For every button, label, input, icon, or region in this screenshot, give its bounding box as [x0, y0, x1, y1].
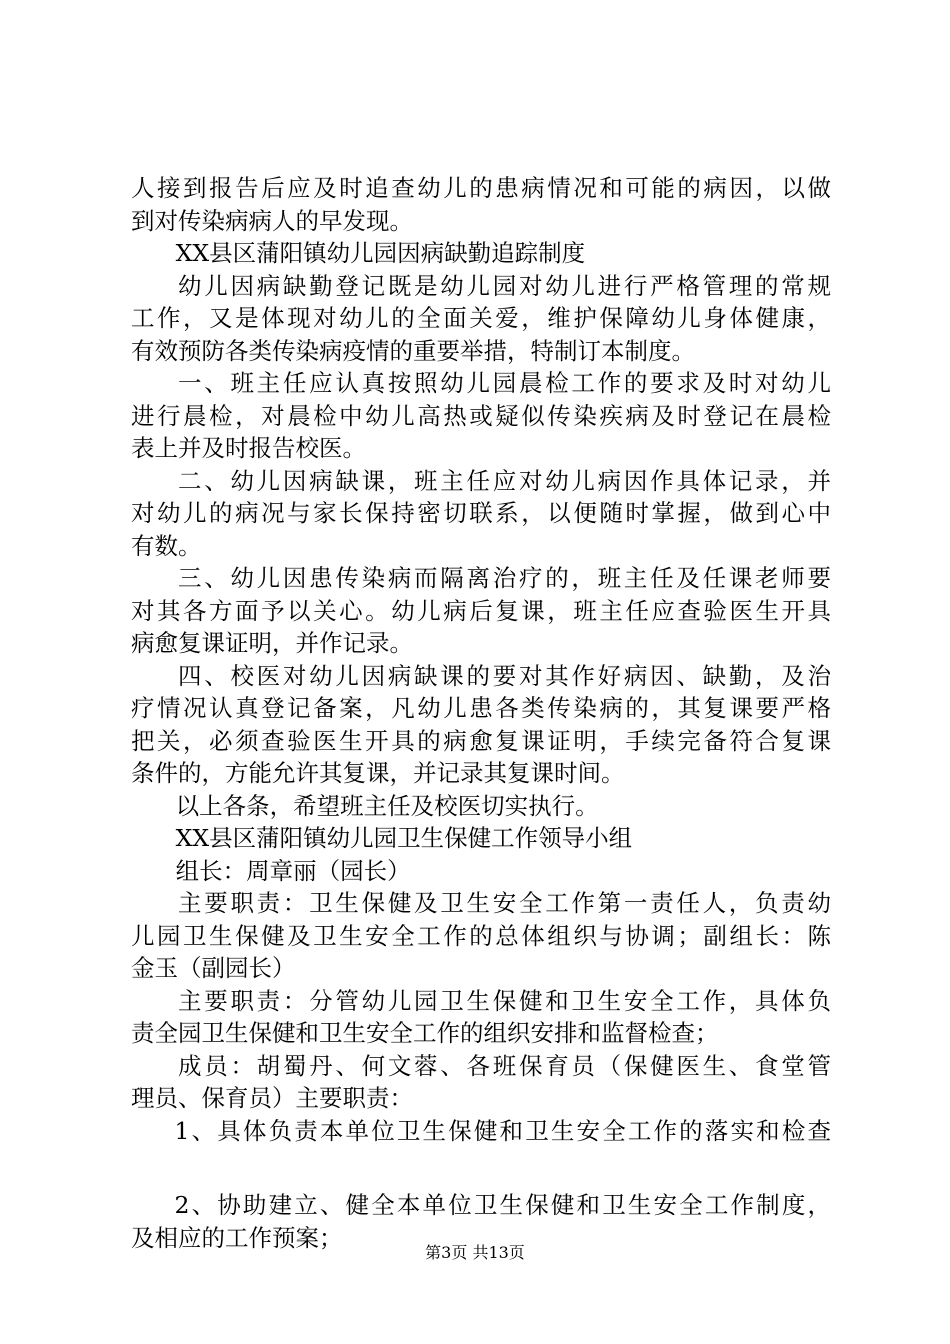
text-line: 一、班主任应认真按照幼儿园晨检工作的要求及时对幼儿: [178, 369, 831, 397]
text-line: 以上各条，希望班主任及校医切实执行。: [175, 791, 599, 820]
text-line: 工作，又是体现对幼儿的全面关爱，维护保障幼儿身体健康，: [131, 304, 831, 332]
text-line: 到对传染病病人的早发现。: [131, 206, 413, 235]
text-line: XX县区蒲阳镇幼儿园卫生保健工作领导小组: [175, 824, 633, 852]
text-line: 病愈复课证明，并作记录。: [131, 629, 413, 657]
text-line: 儿园卫生保健及卫生安全工作的总体组织与协调；副组长：陈: [131, 921, 831, 950]
text-line: 1、具体负责本单位卫生保健和卫生安全工作的落实和检查: [174, 1116, 831, 1145]
text-line: 对幼儿的病况与家长保持密切联系，以便随时掌握，做到心中: [131, 499, 831, 527]
text-line: 进行晨检，对晨检中幼儿高热或疑似传染疾病及时登记在晨检: [131, 401, 831, 430]
text-line: 把关，必须查验医生开具的病愈复课证明，手续完备符合复课: [131, 726, 831, 755]
text-line: 疗情况认真登记备案，凡幼儿患各类传染病的，其复课要严格: [131, 694, 831, 722]
text-line: 有数。: [131, 531, 202, 560]
text-line: 2、协助建立、健全本单位卫生保健和卫生安全工作制度，: [174, 1191, 831, 1219]
text-line: 主要职责：分管幼儿园卫生保健和卫生安全工作，具体负: [178, 986, 831, 1015]
text-line: 及相应的工作预案；: [131, 1223, 343, 1252]
text-line: 幼儿因病缺勤登记既是幼儿园对幼儿进行严格管理的常规: [178, 271, 831, 300]
text-line: 成员：胡蜀丹、何文蓉、各班保育员（保健医生、食堂管: [178, 1051, 831, 1080]
text-line: 责全园卫生保健和卫生安全工作的组织安排和监督检查；: [131, 1019, 719, 1047]
text-line: 理员、保育员）主要职责：: [131, 1084, 413, 1112]
text-line: 表上并及时报告校医。: [131, 434, 366, 462]
text-line: 有效预防各类传染病疫情的重要举措，特制订本制度。: [131, 336, 695, 365]
text-line: 人接到报告后应及时追查幼儿的患病情况和可能的病因，以做: [131, 174, 831, 202]
text-line: 主要职责：卫生保健及卫生安全工作第一责任人，负责幼: [178, 889, 831, 917]
text-line: 组长：周章丽（园长）: [175, 856, 411, 885]
text-line: 二、幼儿因病缺课，班主任应对幼儿病因作具体记录，并: [178, 466, 831, 495]
text-line: 三、幼儿因患传染病而隔离治疗的，班主任及任课老师要: [178, 564, 831, 592]
text-line: 条件的，方能允许其复课，并记录其复课时间。: [131, 759, 625, 787]
text-line: 四、校医对幼儿因病缺课的要对其作好病因、缺勤，及治: [178, 661, 831, 690]
text-line: 金玉（副园长）: [131, 954, 296, 982]
text-line: XX县区蒲阳镇幼儿园因病缺勤追踪制度: [175, 239, 586, 267]
text-line: 对其各方面予以关心。幼儿病后复课，班主任应查验医生开具: [131, 596, 831, 625]
page-footer: 第3页 共13页: [425, 1243, 525, 1262]
document-body: [131, 172, 831, 1254]
